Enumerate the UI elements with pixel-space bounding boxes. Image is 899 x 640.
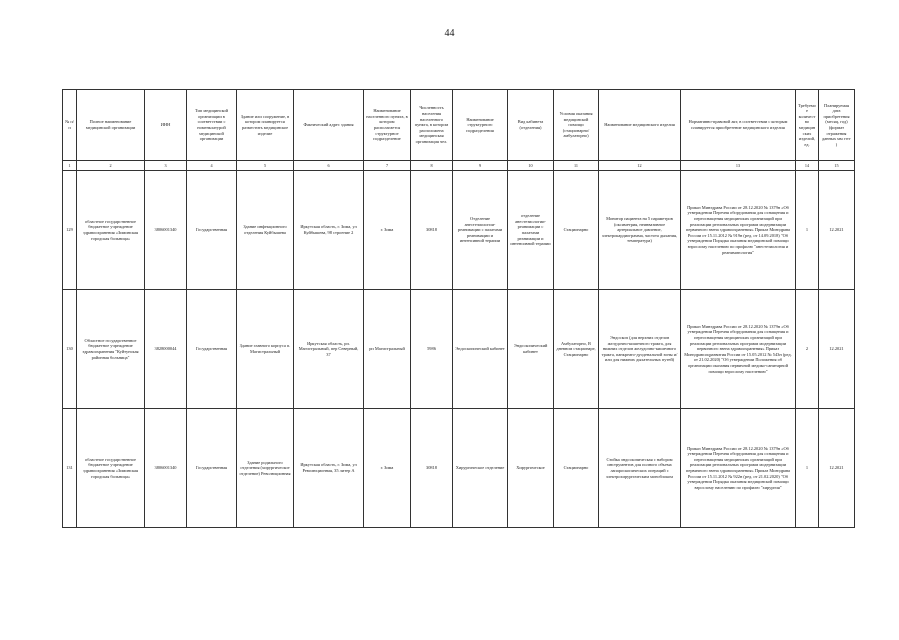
header-cell: Полное наименование медицинской организации <box>77 90 145 161</box>
building: Здание родильного отделения (хирургическое отделение) Революционная <box>237 409 294 528</box>
address: Иркутская область, г. Зима, ул Революционная, 35 литер А <box>294 409 364 528</box>
column-number: 3 <box>145 161 187 171</box>
quantity: 2 <box>796 290 819 409</box>
org-name: Областное государственное бюджетное учреждение здравоохранения "Куйтунская районная больница" <box>77 290 145 409</box>
structural-unit: Хирургическое отделение <box>453 409 508 528</box>
column-number: 6 <box>294 161 364 171</box>
settlement: г. Зима <box>364 171 411 290</box>
inn: 3806001340 <box>145 171 187 290</box>
device-name: Монитор пациента на 5 параметров (оксиметрия, неинвазивное артериальное давление, электрокардиограмма, частота дыхания, температура) <box>599 171 681 290</box>
column-number: 7 <box>364 161 411 171</box>
column-number: 5 <box>237 161 294 171</box>
planned-date: 12.2021 <box>819 171 855 290</box>
header-cell: Вид кабинета (отделения) <box>508 90 554 161</box>
header-row <box>63 90 855 161</box>
header-cell: Численность населения населенного пункта, в котором расположена медицинская организация чел. <box>411 90 453 161</box>
column-number: 8 <box>411 161 453 171</box>
column-number: 14 <box>796 161 819 171</box>
building: Здание главного корпуса п. Магистральный <box>237 290 294 409</box>
column-number: 9 <box>453 161 508 171</box>
settlement: г. Зима <box>364 409 411 528</box>
column-number: 15 <box>819 161 855 171</box>
inn: 3806001340 <box>145 409 187 528</box>
header-cell: Здание или сооружение, в котором планируется разместить медицинское изделие <box>237 90 294 161</box>
address: Иркутская область, рп. Магистральный, пер Северный, 37 <box>294 290 364 409</box>
population: 30818 <box>411 171 453 290</box>
column-number: 12 <box>599 161 681 171</box>
column-number: 2 <box>77 161 145 171</box>
equipment-table <box>62 89 855 528</box>
header-cell: Тип медицинской организации в соответствии с номенклатурой медицинской организации <box>187 90 237 161</box>
header-cell: Нормативно-правовой акт, в соответствии с которым планируется приобретение медицинского изделия <box>681 90 796 161</box>
org-type: Государственная <box>187 290 237 409</box>
table-row <box>63 409 855 528</box>
care-conditions: Стационарно <box>554 171 599 290</box>
row-number: 129 <box>63 171 77 290</box>
table-row <box>63 171 855 290</box>
row-number: 130 <box>63 290 77 409</box>
header-cell: № п/п <box>63 90 77 161</box>
address: Иркутская область, г. Зима, ул Куйбышева, 98 строение 2 <box>294 171 364 290</box>
row-number: 131 <box>63 409 77 528</box>
inn: 3828000044 <box>145 290 187 409</box>
header-cell: Планируемая дата приобретения (месяц, год) (формат отражения данных мм гггг ) <box>819 90 855 161</box>
legal-act: Приказ Минздрава России от 28.12.2020 № 1379н «Об утверждении Перечня оборудования для оснащения и переоснащения медицинских организаций при реализации региональных программ модернизации первичного звена здравоохранения» Приказ Минздравсоцразвития России от 15.05.2012 № 543н (ред. от 21.02.2020) "Об утверждении Положения об организации оказания первичной медико-санитарной помощи взрослому населению" <box>681 290 796 409</box>
org-type: Государственная <box>187 171 237 290</box>
header-cell: Фактический адрес здания <box>294 90 364 161</box>
org-name: областное государственное бюджетное учреждение здравоохранения «Зиминская городская больница» <box>77 171 145 290</box>
header-cell: Наименование населенного пункта, в котором располагается структурное подразделение <box>364 90 411 161</box>
cabinet-type: Хирургическое <box>508 409 554 528</box>
quantity: 1 <box>796 409 819 528</box>
device-name: Эндоскоп (для верхних отделов желудочно-кишечного тракта, для нижних отделов желудочно-кишечного тракта, панкреато-дуоденальной зоны и/или для нижних дыхательных путей) <box>599 290 681 409</box>
column-number-row <box>63 161 855 171</box>
care-conditions: Амбулаторно, В дневном стационаре, Стационарно <box>554 290 599 409</box>
population: 30818 <box>411 409 453 528</box>
legal-act: Приказ Минздрава России от 28.12.2020 № 1379н «Об утверждении Перечня оборудования для оснащения и переоснащения медицинских организаций при реализации региональных программ модернизации первичного звена здравоохранения» Приказ Минздрава России от 15.11.2012 № 922н (ред. от 21.02.2020) "Об утверждении Порядка оказания медицинской помощи взрослому населению по профилю "хирургия" <box>681 409 796 528</box>
table-row <box>63 290 855 409</box>
legal-act: Приказ Минздрава России от 28.12.2020 № 1379н «Об утверждении Перечня оборудования для оснащения и переоснащения медицинских организаций при реализации региональных программ модернизации первичного звена здравоохранения» Приказ Минздрава России от 15.11.2012 № 919н (ред. от 14.09.2018) "Об утверждении Порядка оказания медицинской помощи взрослому населению по профилю "анестезиология и реаниматология" <box>681 171 796 290</box>
structural-unit: Отделение анестезиологии-реанимации с палатами реанимации и интенсивной терапии <box>453 171 508 290</box>
settlement: рп Магистральный <box>364 290 411 409</box>
cabinet-type: Эндоскопический кабинет <box>508 290 554 409</box>
quantity: 1 <box>796 171 819 290</box>
column-number: 13 <box>681 161 796 171</box>
planned-date: 12.2021 <box>819 409 855 528</box>
column-number: 4 <box>187 161 237 171</box>
column-number: 11 <box>554 161 599 171</box>
care-conditions: Стационарно <box>554 409 599 528</box>
header-cell: Требуемое количество медицинских изделий, ед. <box>796 90 819 161</box>
column-number: 1 <box>63 161 77 171</box>
device-name: Стойка эндоскопическая с набором инструментов для полного объема лапароскопических операций с электрохирургическим моноблоком <box>599 409 681 528</box>
org-name: областное государственное бюджетное учреждение здравоохранения «Зиминская городская больница» <box>77 409 145 528</box>
cabinet-type: отделение анестезиологии-реанимации с палатами реанимации и интенсивной терапии <box>508 171 554 290</box>
header-cell: Наименование медицинского изделия <box>599 90 681 161</box>
header-cell: Наименование структурного подразделения <box>453 90 508 161</box>
planned-date: 12.2021 <box>819 290 855 409</box>
org-type: Государственная <box>187 409 237 528</box>
column-number: 10 <box>508 161 554 171</box>
population: 5986 <box>411 290 453 409</box>
page-number: 44 <box>444 28 455 39</box>
header-cell: Условия оказания медицинской помощи (стационарно/амбулаторно) <box>554 90 599 161</box>
building: Здание инфекционного отделения Куйбышева <box>237 171 294 290</box>
structural-unit: Эндоскопический кабинет <box>453 290 508 409</box>
header-cell: ИНН <box>145 90 187 161</box>
